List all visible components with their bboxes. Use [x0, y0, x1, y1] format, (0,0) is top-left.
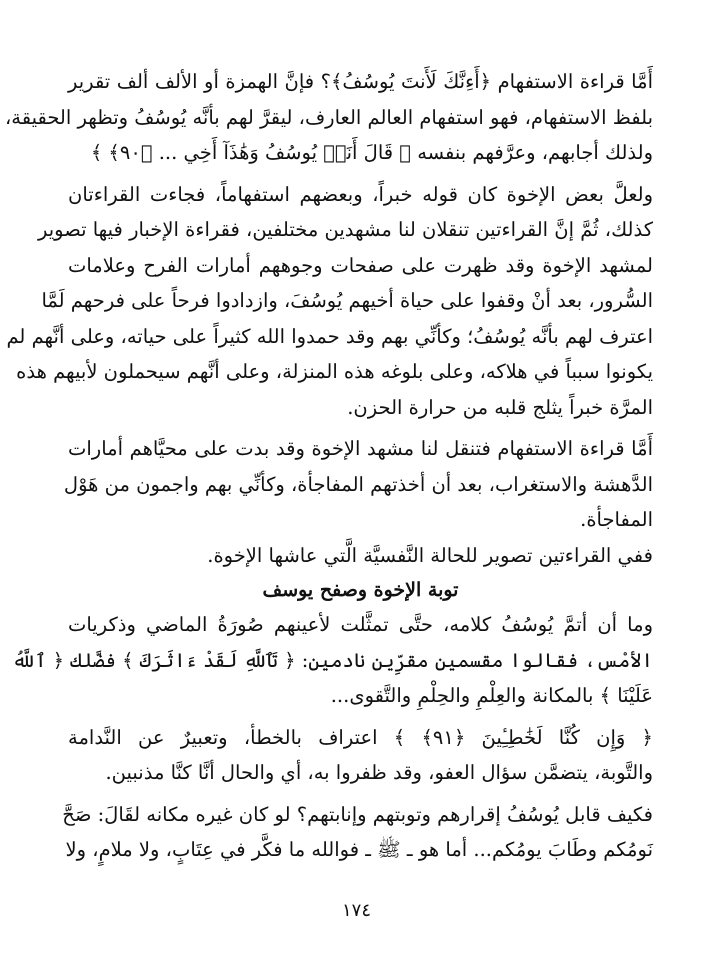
- text-line: ففي القراءتين تصوير للحالة النَّفسيَّة الَّتي عاشها الإخوة.: [207, 543, 653, 567]
- text-line: وما أن أتمَّ يُوسُفُ كلامه، حتَّى تمثَّلت لأعينهم صُورَةُ الماضي وذكريات: [68, 613, 653, 636]
- text-line: أَمَّا قراءة الاستفهام ﴿أَءِنَّكَ لَأَنتَ يُوسُفُ﴾؟ فإنَّ الهمزة أو الألف ألف تقرير: [68, 70, 653, 93]
- text-line: السُّرور، بعد أنْ وقفوا على حياة أخيهم يُوسُفَ، وازدادوا فرحاً على فرحهم لَمَّا: [41, 289, 653, 312]
- paragraph-4: [68, 538, 653, 574]
- text-line: كذلك، ثُمَّ إنَّ القراءتين تنقلان لنا مشهدين مختلفين، فقراءة الإخبار فيها تصوير: [37, 218, 653, 241]
- paragraph-6: [68, 720, 653, 791]
- text-line: نَومُكم وطَابَ يومُكم... أما هو ـ ﷺ ـ فوالله ما فكَّر في عِتَابٍ، ولا ملامٍ، ولا: [65, 838, 653, 861]
- section-heading: توبة الإخوة وصفح يوسف: [262, 579, 459, 601]
- text-line: الدَّهشة والاستغراب، بعد أن أخذتهم المفاجأة، وكأنِّي بهم واجمون من هَوْل: [63, 472, 653, 496]
- paragraph-5: [12, 607, 653, 714]
- text-line: لمشهد الإخوة وقد ظهرت على صفحات وجوههم أمارات الفرح وعلامات: [68, 253, 653, 277]
- text-line: بلفظ الاستفهام، فهو استفهام العالم العارف، ليقرَّ لهم بأنَّه يُوسُفُ وتظهر الحقيقة،: [4, 105, 653, 129]
- text-line: ﴿ وَإِن كُنَّا لَخَٰطِـِٔينَ ﴿٩١﴾ ﴾ اعتراف بالخطأ، وتعبيرٌ عن النَّدامة: [68, 725, 653, 749]
- text-line: عَلَيْنَا ﴾ بالمكانة والعِلْمِ والحِلْمِ والتَّقوى...: [330, 684, 653, 707]
- paragraph-7: [62, 797, 653, 868]
- paragraph-2: [6, 177, 653, 426]
- text-line: فكيف قابل يُوسُفُ إقرارهم وتوبتهم وإنابتهم؟ لو كان غيره مكانه لقَالَ: صَحَّ: [62, 802, 653, 826]
- text-line: ولعلَّ بعض الإخوة كان قوله خبراً، وبعضهم استفهاماً، فجاءت القراءتان: [68, 182, 653, 206]
- text-line: أَمَّا قراءة الاستفهام فتنقل لنا مشهد الإخوة وقد بدت على محيَّاهم أمارات: [68, 437, 653, 460]
- text-line: المرَّة خبراً يثلج قلبه من حرارة الحزن.: [347, 395, 653, 419]
- page-number: ١٧٤: [341, 900, 371, 921]
- text-line: المفاجأة.: [580, 508, 653, 531]
- paragraph-3: [63, 431, 653, 538]
- text-line: الأمْس، فقالوا مقسمين مقرِّين نادمين: ﴿ تَٱللَّهِ لَقَدْ ءَاثَرَكَ ﴾ فضَّلك ﴿ ٱللَّهُ: [12, 648, 653, 672]
- paragraph-1: [4, 64, 653, 171]
- text-line: والتَّوبة، يتضمَّن سؤال العفو، وقد ظفروا به، أي والحال أنَّا كنَّا مذنبين.: [105, 761, 653, 784]
- text-line: اعترف لهم بأنَّه يُوسُفُ؛ وكأنِّي بهم وقد حمدوا الله كثيراً على حياته، وعلى أنَّهم لم: [6, 324, 653, 348]
- text-line: يكونوا سبباً في هلاكه، وعلى بلوغه هذه المنزلة، وعلى أنَّهم سيحملون لأبيهم هذه: [16, 360, 653, 383]
- text-line: ولذلك أجابهم، وعرَّفهم بنفسه ﴿ قَالَ أَنَا۠ يُوسُفُ وَهَٰذَآ أَخِي ... ﴿٩٠﴾ ﴾: [90, 141, 653, 164]
